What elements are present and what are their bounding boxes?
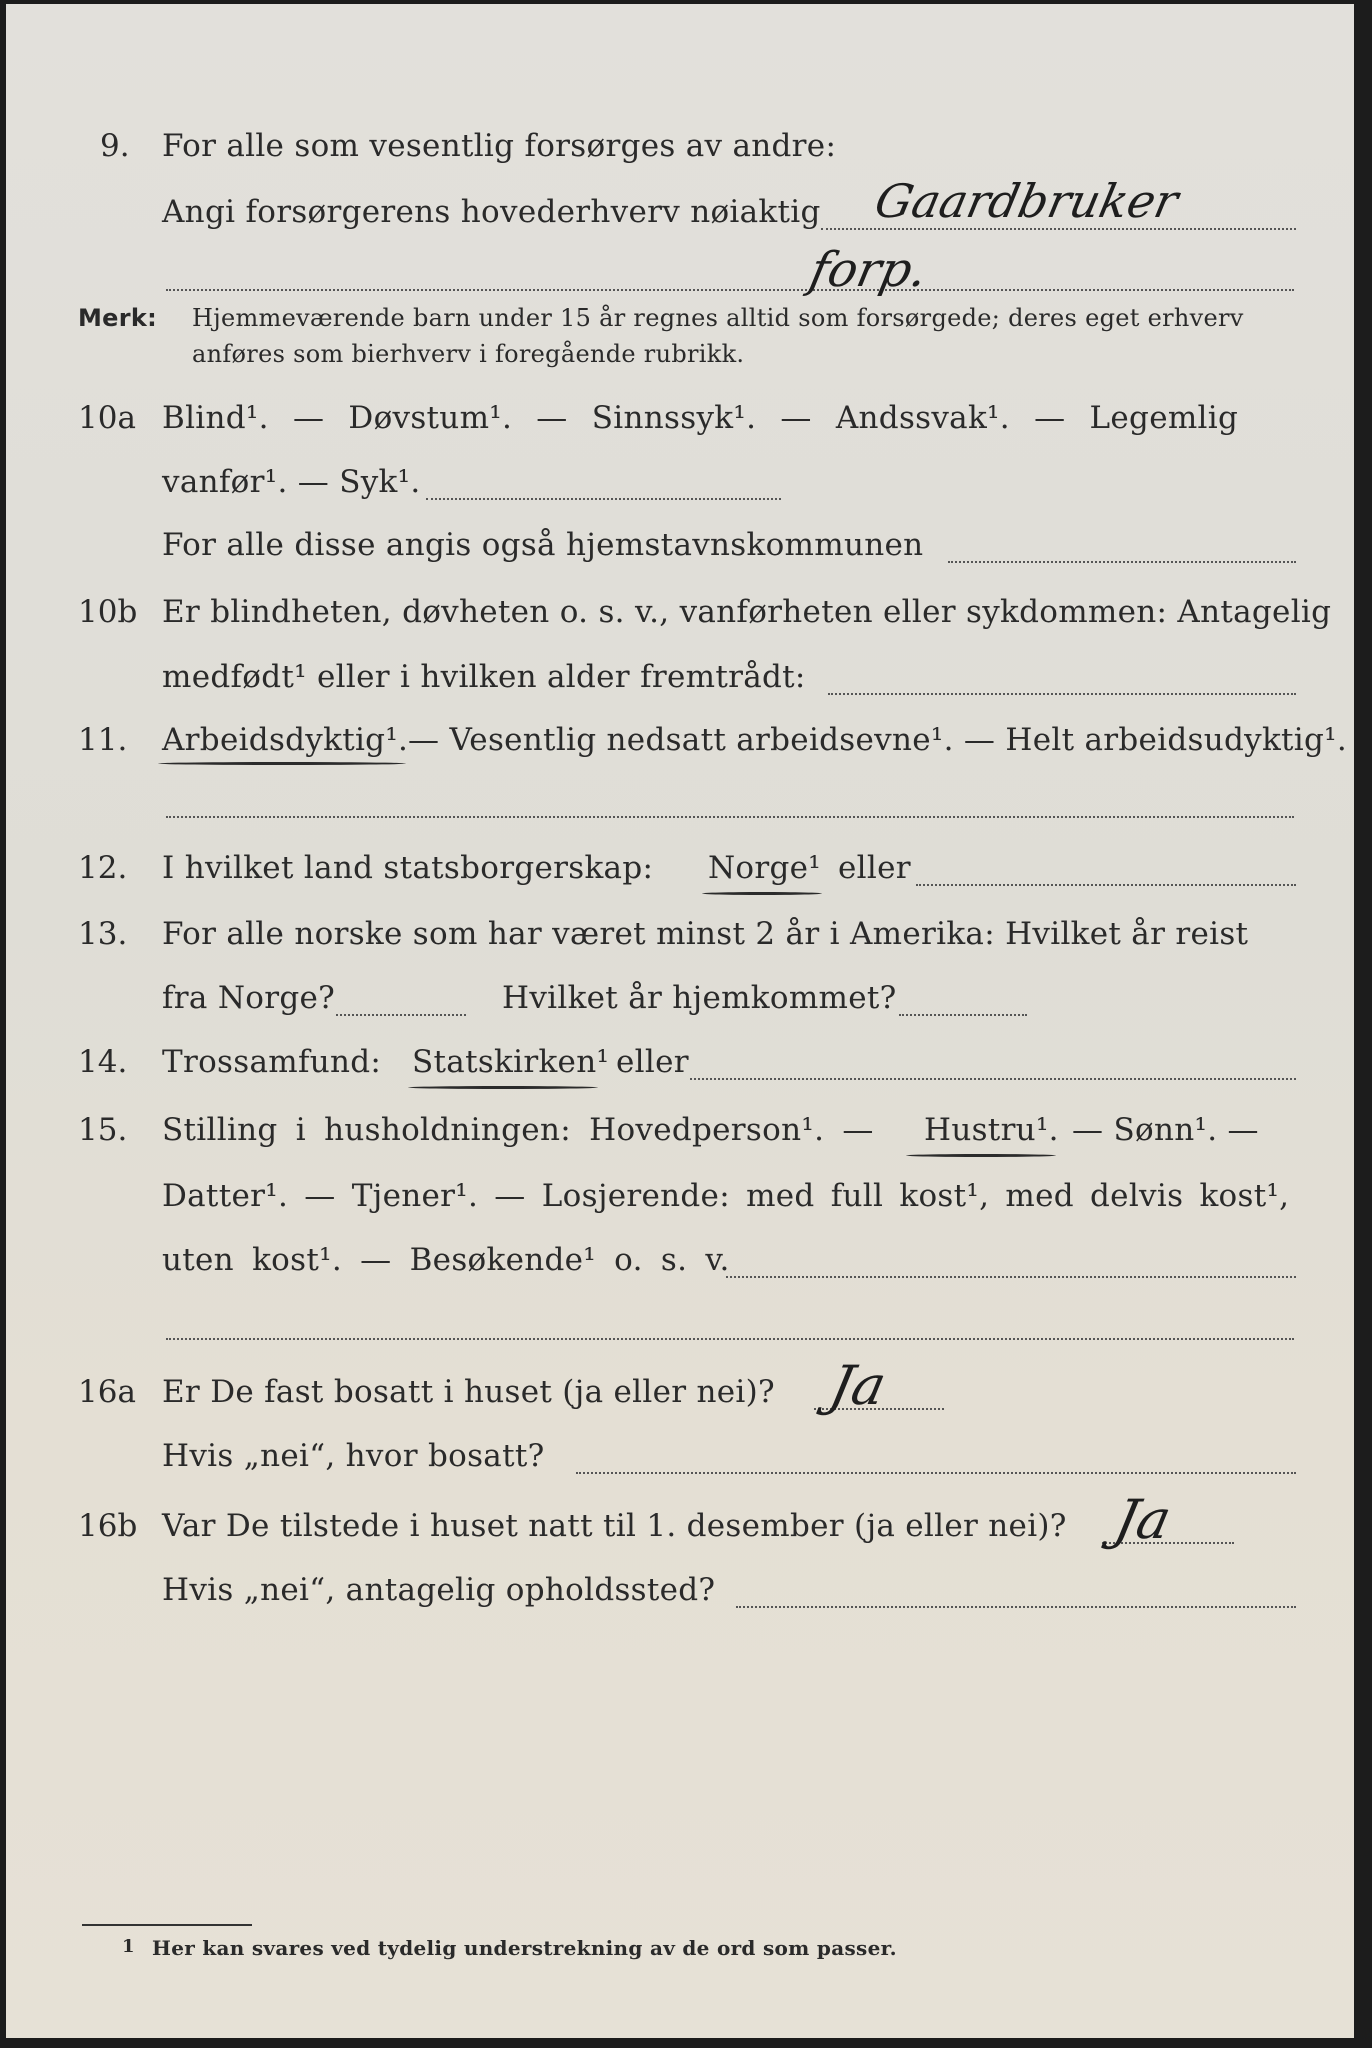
q12-pre: I hvilket land statsborgerskap: — [162, 850, 654, 886]
q14-answer-line — [690, 1078, 1296, 1080]
q11-rest: — Vesentlig nedsatt arbeidsevne¹. — Helt arbeidsudyktig¹. — [408, 722, 1348, 758]
q15-answer-line — [726, 1276, 1296, 1278]
q14-pre: Trossamfund: — [162, 1044, 382, 1080]
q11-row — [6, 722, 1354, 772]
q14-option-statskirken: Statskirken¹ — [412, 1044, 610, 1080]
q10b-line1: Er blindheten, døvheten o. s. v., vanførheten eller sykdommen: Antagelig — [162, 594, 1332, 630]
q12-option-norge: Norge¹ — [708, 850, 822, 886]
q16b-line2: Hvis „nei“, antagelig opholdssted? — [162, 1572, 716, 1608]
q10b-row-1 — [6, 594, 1354, 644]
q11-number: 11. — [78, 722, 128, 758]
q16a-number: 16a — [78, 1374, 136, 1410]
footnote-rule — [82, 1924, 252, 1926]
q9-handwritten-forp: forp. — [805, 242, 933, 298]
q10a-line2: vanfør¹. — Syk¹. — [162, 464, 421, 500]
q15-underline-mark — [906, 1154, 1056, 1157]
q12-number: 12. — [78, 850, 128, 886]
q16a-handwritten-answer: Ja — [824, 1354, 892, 1417]
q9-number: 9. — [100, 128, 130, 164]
q14-number: 14. — [78, 1044, 128, 1080]
q13-line2b: Hvilket år hjemkommet? — [502, 980, 897, 1016]
q10b-row-2 — [6, 659, 1354, 709]
q13-number: 13. — [78, 916, 128, 952]
q12-answer-line — [916, 884, 1296, 886]
q10a-hometown-line — [948, 561, 1296, 563]
q16b-row-2 — [6, 1572, 1354, 1622]
q15-number: 15. — [78, 1112, 128, 1148]
merk-row-2 — [6, 340, 1354, 390]
q13-left-year-line — [336, 1014, 466, 1016]
q9-line1: For alle som vesentlig forsørges av andre: — [162, 128, 837, 164]
q13-return-year-line — [899, 1014, 1027, 1016]
q16a-line2: Hvis „nei“, hvor bosatt? — [162, 1438, 545, 1474]
q9-handwritten-occupation: Gaardbruker — [870, 174, 1183, 228]
q15-line2: Datter¹. — Tjener¹. — Losjerende: med full kost¹, med delvis kost¹, — [162, 1178, 1290, 1214]
q15-extra-line — [166, 1338, 1294, 1340]
q10a-line1: Blind¹. — Døvstum¹. — Sinnssyk¹. — Andssvak¹. — Legemlig — [162, 400, 1239, 436]
q15-line1c: — Sønn¹. — — [1072, 1112, 1259, 1148]
q11-underline-mark — [158, 762, 406, 765]
q10b-line2: medfødt¹ eller i hvilken alder fremtrådt: — [162, 659, 806, 695]
q9-answer-line — [821, 228, 1296, 230]
q9-line2: Angi forsørgerens hovederhverv nøiaktig — [162, 194, 821, 230]
q15-row-2 — [6, 1178, 1354, 1228]
footnote-mark: 1 — [122, 1936, 135, 1957]
q15-line1a: Stilling i husholdningen: Hovedperson¹. — — [162, 1112, 874, 1148]
q10a-line3: For alle disse angis også hjemstavnskommunen — [162, 527, 924, 563]
q14-post: eller — [616, 1044, 689, 1080]
q16a-where-line — [576, 1472, 1296, 1474]
q16b-location-line — [736, 1606, 1296, 1608]
q16a-row-1 — [6, 1374, 1354, 1424]
q12-row — [6, 850, 1354, 900]
q14-row — [6, 1044, 1354, 1094]
q11-extra-line — [166, 816, 1294, 818]
q15-row-3 — [6, 1242, 1354, 1292]
merk-label: Merk: — [78, 304, 158, 332]
q16b-line1: Var De tilstede i huset natt til 1. desember (ja eller nei)? — [162, 1508, 1067, 1544]
q10a-row-2 — [6, 464, 1354, 514]
q16a-row-2 — [6, 1438, 1354, 1488]
q15-row-1 — [6, 1112, 1354, 1162]
footnote-row — [6, 1936, 1354, 1986]
q15-line3: uten kost¹. — Besøkende¹ o. s. v. — [162, 1242, 730, 1278]
q15-option-hustru: Hustru¹. — [924, 1112, 1059, 1148]
q10a-row-1 — [6, 400, 1354, 450]
q16b-number: 16b — [78, 1508, 138, 1544]
q16a-line1: Er De fast bosatt i huset (ja eller nei)? — [162, 1374, 775, 1410]
census-form-page — [6, 4, 1354, 2038]
q13-row-1 — [6, 916, 1354, 966]
q13-line2a: fra Norge? — [162, 980, 336, 1016]
q10b-number: 10b — [78, 594, 138, 630]
q16b-handwritten-answer: Ja — [1109, 1488, 1177, 1551]
q12-underline-mark — [702, 892, 822, 895]
q11-option-arbeidsdyktig: Arbeidsdyktig¹. — [162, 722, 409, 758]
q14-underline-mark — [408, 1086, 598, 1089]
merk-line2: anføres som bierhverv i foregående rubrikk. — [192, 340, 745, 368]
q10b-answer-line — [828, 693, 1296, 695]
merk-line1: Hjemmeværende barn under 15 år regnes alltid som forsørgede; deres eget erhverv — [192, 304, 1244, 332]
q10a-answer-line — [426, 498, 781, 500]
footnote-text: Her kan svares ved tydelig understrekning av de ord som passer. — [152, 1936, 897, 1960]
q10a-number: 10a — [78, 400, 136, 436]
q12-post: eller — [838, 850, 911, 886]
q13-line1: For alle norske som har været minst 2 år i Amerika: Hvilket år reist — [162, 916, 1249, 952]
q13-row-2 — [6, 980, 1354, 1030]
q9-answer-line-2 — [166, 289, 1294, 291]
q10a-row-3 — [6, 527, 1354, 577]
q9-row-1 — [6, 128, 1354, 178]
